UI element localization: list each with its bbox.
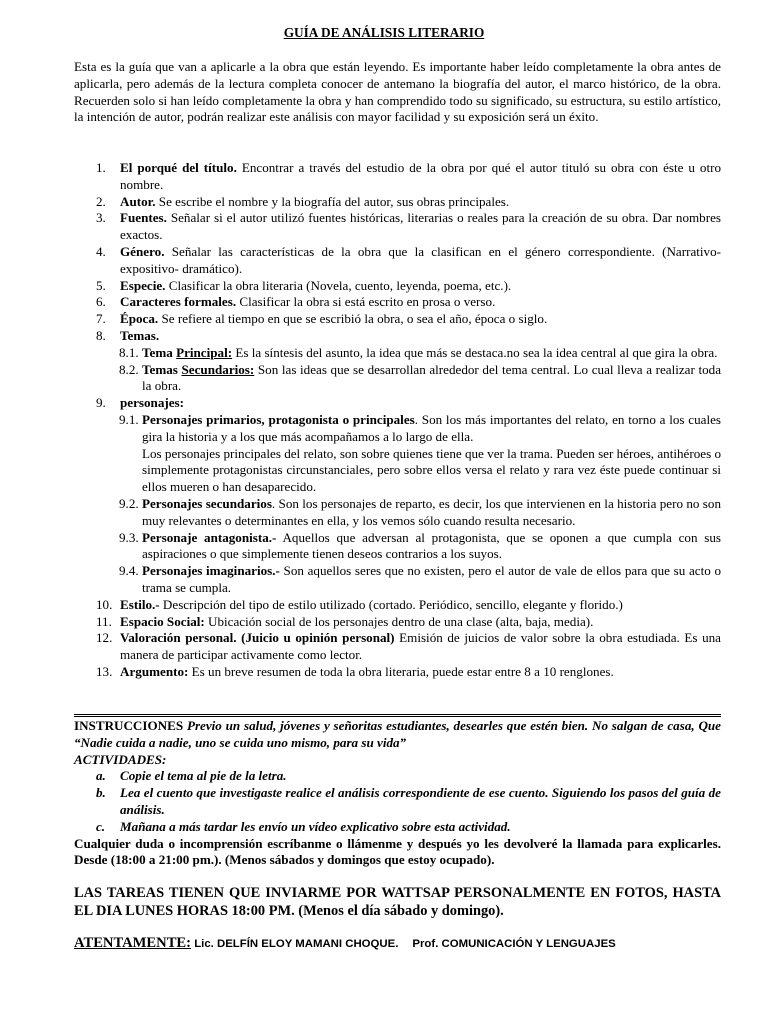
list-item-7: 7. Época. Se refiere al tiempo en que se escribió la obra, o sea el año, época o siglo. [96,311,548,327]
list-item-4: 4. Género. Señalar las características de la obra que la clasifican en el género correspondiente. (Narrativo- expositivo- dramático). [96,243,721,276]
analysis-list [74,160,721,681]
instructions-section [74,718,721,869]
list-item-12: 12. Valoración personal. (Juicio u opinión personal) Emisión de juicios de valor sobre la obra estudiada. Es una manera de participar activamente como lector. [96,630,721,663]
list-item-11: 11. Espacio Social: Ubicación social de los personajes dentro de una clase (alta, baja, media). [96,613,594,629]
sub-item-9-1: 9.1. Personajes primarios, protagonista o principales. Son los más importantes del relato, en torno a los cuales gira la historia y a los que más acompañamos a lo largo de ella. Los personajes principales del relato, son sobre quienes tiene que ver la trama. Pueden ser héroes, antihéroes o simplemente protagonistas circunstanciales, pero sobre ellos versa el relato y rara vez éste puede continuar si ellos mueren o han desaparecido. [119,411,721,495]
list-item-8: 8. Temas. [96,327,160,343]
list-item-1: 1. El porqué del título. Encontrar a través del estudio de la obra por qué el autor tituló su obra con éste u otro nombre. [96,160,721,192]
activity-b: b. Lea el cuento que investigaste realice el análisis correspondiente de ese cuento. Siguiendo los pasos del guía de análisis. [96,785,721,817]
section-divider [74,714,721,717]
intro-paragraph: Esta es la guía que van a aplicarle a la obra que están leyendo. Es importante haber leído completamente la obra antes de aplicarla, pero además de la lectura completa conocer de antemano la biografía del autor, el marco histórico, de la obra. Recuerden solo si han leído completamente la obra y han comprendido todo su significado, su estructura, su estilo artístico, la intención de autor, podrán realizar este análisis con mayor facilidad y su exposición será un éxito. [74,59,721,125]
list-item-3: 3. Fuentes. Señalar si el autor utilizó fuentes históricas, literarias o reales para la creación de su obra. Dar nombres exactos. [96,210,721,243]
sub-item-9-4: 9.4. Personajes imaginarios.- Son aquellos seres que no existen, pero el autor de vale de ellos para que su acto o trama se cumpla. [119,563,721,595]
list-item-10: 10. Estilo.- Descripción del tipo de estilo utilizado (cortado. Periódico, sencillo, elegante y florido.) [96,596,623,612]
sub-item-9-3: 9.3. Personaje antagonista.- Aquellos que adversan al protagonista, que se oponen a que cumpla con sus aspiraciones o que simplemente tienen deseos contrarios a los suyos. [119,529,721,562]
document-title: GUÍA DE ANÁLISIS LITERARIO [283,25,485,40]
list-item-9: 9. personajes: [96,395,185,411]
contact-paragraph: Cualquier duda o incomprensión escríbanme o llámenme y después yo les devolveré la llamada para explicarles. Desde (18:00 a 21:00 pm.). (Menos sábados y domingos que estoy ocupado). [74,835,721,868]
list-item-2: 2. Autor. Se escribe el nombre y la biografía del autor, sus obras principales. [96,193,510,209]
sub-item-9-2: 9.2. Personajes secundarios. Son los personajes de reparto, es decir, los que intervienen en la historia pero no son muy relevantes o determinantes en ella, y los vemos sólo cuando resulta necesario. [119,495,721,528]
list-item-13: 13. Argumento: Es un breve resumen de toda la obra literaria, puede estar entre 8 a 10 renglones. [96,663,614,679]
list-item-5: 5. Especie. Clasificar la obra literaria (Novela, cuento, leyenda, poema, etc.). [96,277,512,293]
signature-line: ATENTAMENTE: Lic. DELFÍN ELOY MAMANI CHOQUE. Prof. COMUNICACIÓN Y LENGUAJES [74,935,616,951]
sub-item-8-2: 8.2. Temas Secundarios: Son las ideas que se desarrollan alrededor del tema central. Lo cual lleva a realizar toda la obra. [119,361,722,394]
sub-item-8-1: 8.1. Tema Principal: Es la síntesis del asunto, la idea que más se destaca.no sea la idea central al que gira la obra. [119,344,718,360]
tareas-notice: LAS TAREAS TIENEN QUE INVIARME POR WATTSAP PERSONALMENTE EN FOTOS, HASTA EL DIA LUNES HORAS 18:00 PM. (Menos el día sábado y domingo). [74,885,721,919]
list-item-6: 6. Caracteres formales. Clasificar la obra si está escrito en prosa o verso. [96,294,496,310]
activity-a: a. Copie el tema al pie de la letra. [96,768,287,784]
activities-heading: ACTIVIDADES: [74,751,167,767]
activity-c: c. Mañana a más tardar les envío un vídeo explicativo sobre esta actividad. [96,818,511,834]
instructions-greeting: INSTRUCCIONES Previo un salud, jóvenes y señoritas estudiantes, desearles que estén bien. No salgan de casa, Que “Nadie cuida a nadie, uno se cuida uno mismo, para su vida” [74,718,721,750]
